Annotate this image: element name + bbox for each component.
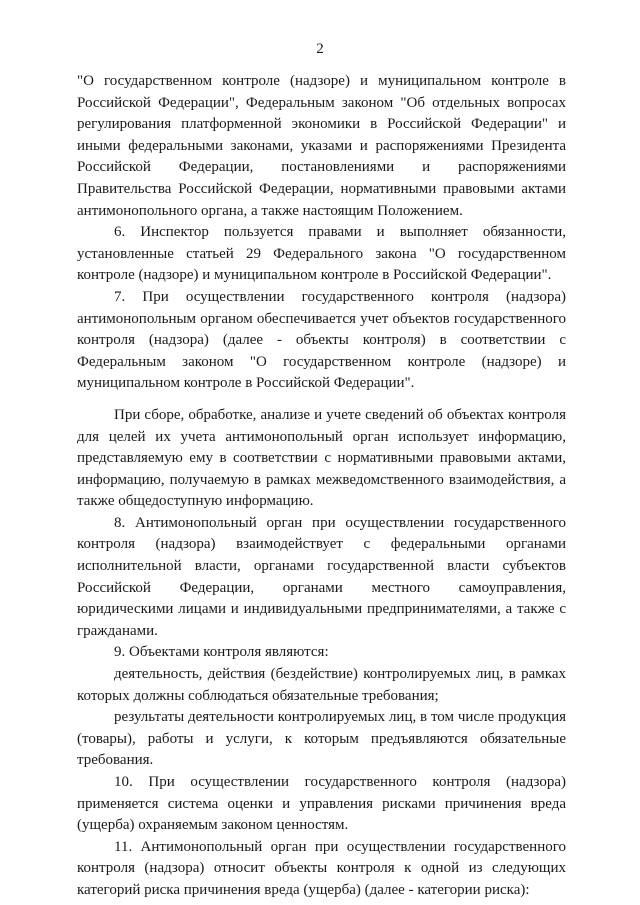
paragraph-item-8: 8. Антимонопольный орган при осуществлении государственного контроля (надзора) взаимодействует с федеральными органами исполнительной власти, органами государственной власти субъектов Российской Федерации, органами местного самоуправления, юридическими лицами и индивидуальными предпринимателями, а также с гражданами. <box>77 514 566 639</box>
paragraph-item-9-results: результаты деятельности контролируемых лиц, в том числе продукция (товары), работы и услуги, к которым предъявляются обязательные требования. <box>77 709 566 769</box>
paragraph-continuation: "О государственном контроле (надзоре) и муниципальном контроле в Российской Федерации", Федеральным законом "Об отдельных вопросах регулирования платформенной экономики в Российской Федерации" и иными федеральными законами, указами и распоряжениями Президента Российской Федерации, постановлениями и распоряжениями Правительства Российской Федерации, нормативными правовыми актами антимонопольного органа, а также настоящим Положением. <box>77 73 566 219</box>
document-body <box>77 71 566 902</box>
paragraph-item-9: 9. Объектами контроля являются: <box>114 644 329 661</box>
paragraph-item-11: 11. Антимонопольный орган при осуществлении государственного контроля (надзора) относит объекты контроля к одной из следующих категорий риска причинения вреда (ущерба) (далее - категории риска): <box>77 838 566 898</box>
paragraph-item-9-activity: деятельность, действия (бездействие) контролируемых лиц, в рамках которых должны соблюдаться обязательные требования; <box>77 666 566 704</box>
paragraph-item-10: 10. При осуществлении государственного контроля (надзора) применяется система оценки и управления рисками причинения вреда (ущерба) охраняемым законом ценностям. <box>77 774 566 834</box>
paragraph-item-7-info: При сборе, обработке, анализе и учете сведений об объектах контроля для целей их учета антимонопольный орган использует информацию, представляемую ему в соответствии с нормативными правовыми актами, информацию, получаемую в рамках межведомственного взаимодействия, а также общедоступную информацию. <box>77 406 566 510</box>
paragraph-item-6: 6. Инспектор пользуется правами и выполняет обязанности, установленные статьей 29 Федерального закона "О государственном контроле (надзоре) и муниципальном контроле в Российской Федерации". <box>77 224 566 284</box>
paragraph-item-7: 7. При осуществлении государственного контроля (надзора) антимонопольным органом обеспечивается учет объектов государственного контроля (надзора) (далее - объекты контроля) в соответствии с Федеральным законом "О государственном контроле (надзоре) и муниципальном контроле в Российской Федерации". <box>77 288 566 392</box>
page-number: 2 <box>316 41 324 57</box>
